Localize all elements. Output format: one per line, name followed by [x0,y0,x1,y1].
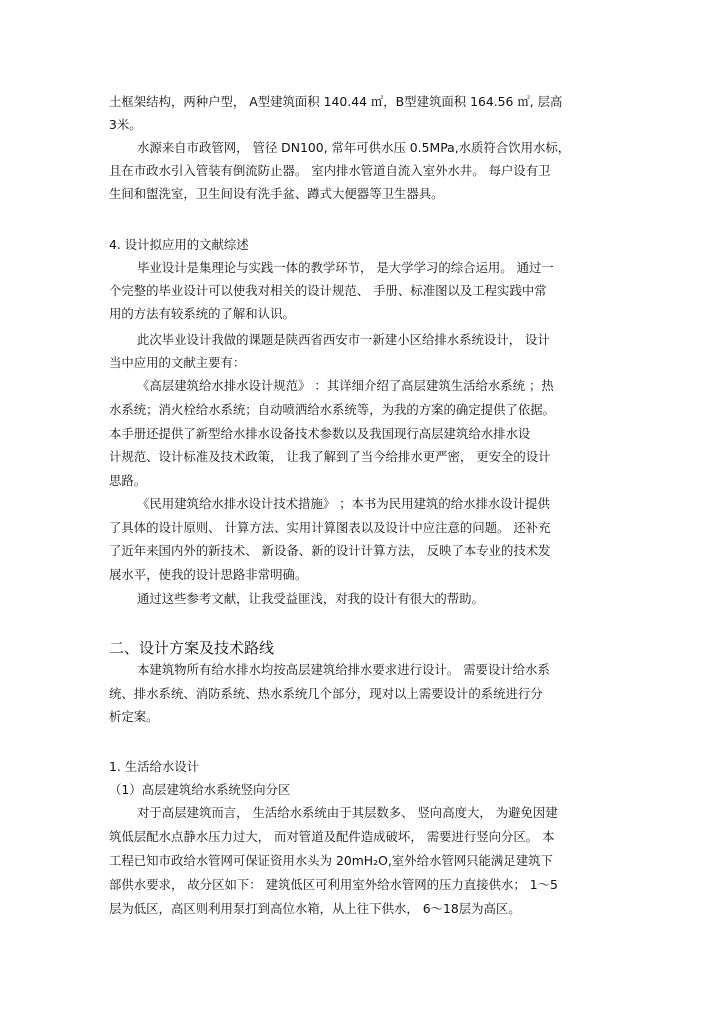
text-line: 了近年来国内外的新技术、 新设备、新的设计计算方法， 反映了本专业的技术发 [109,543,551,558]
text-line: 析定案。 [109,709,159,724]
text-line: 思路。 [109,473,147,488]
text-line: 层为低区，高区则利用泵打到高位水箱，从上往下供水， 6～18层为高区。 [109,901,521,916]
section-heading: 1. 生活给水设计 [109,759,200,774]
text-line: 展水平，使我的设计思路非常明确。 [109,567,308,582]
text-line: 且在市政水引入管装有倒流防止器。 室内排水管道自流入室外水井。 每户设有卫 [109,163,551,178]
text-line: 当中应用的文献主要有： [109,355,246,370]
chapter-heading: 二、设计方案及技术路线 [109,639,275,657]
text-line: 本手册还提供了新型给水排水设备技术参数以及我国现行高层建筑给水排水设 [109,426,531,441]
paragraph-first-line: 水源来自市政管网， 管径 DN100, 常年可供水压 0.5MPa,水质符合饮用水标， [137,140,571,155]
paragraph-first-line: 《民用建筑给水排水设计技术措施》 ；本书为民用建筑的给水排水设计提供 [137,496,550,511]
section-heading: 4. 设计拟应用的文献综述 [109,237,249,252]
text-line: 水系统；消火栓给水系统；自动喷洒给水系统等，为我的方案的确定提供了依据。 [109,402,556,417]
text-line: 计规范、设计标准及技术政策， 让我了解到了当今给排水更严密， 更安全的设计 [109,449,551,464]
paragraph-first-line: 毕业设计是集理论与实践一体的教学环节， 是大学学习的综合运用。 通过一 [137,260,554,275]
text-line: 统、排水系统、消防系统、热水系统几个部分，现对以上需要设计的系统进行分 [109,686,543,701]
text-line: 土框架结构，两种户型， A型建筑面积 140.44 ㎡，B型建筑面积 164.56 ㎡, 层高 [109,94,563,109]
text-line: 生间和盥洗室，卫生间设有洗手盆、蹲式大便器等卫生器具。 [109,186,444,201]
text-line: 用的方法有较系统的了解和认识。 [109,306,295,321]
text-line: 工程已知市政给水管网可保证资用水头为 20mH₂O,室外给水管网只能满足建筑下 [109,853,553,868]
paragraph-first-line: 《高层建筑给水排水设计规范》 ：其详细介绍了高层建筑生活给水系统 ；热 [137,378,554,393]
text-line: 筑低层配水点静水压力过大， 而对管道及配件造成破坏， 需要进行竖向分区。 本 [109,829,555,844]
paragraph-first-line: 通过这些参考文献，让我受益匪浅，对我的设计有很大的帮助。 [137,591,484,606]
paragraph-first-line: 对于高层建筑而言， 生活给水系统由于其层数多、 竖向高度大， 为避免因建 [137,805,558,820]
subsection-heading: （1）高层建筑给水系统竖向分区 [109,782,291,797]
text-line: 个完整的毕业设计可以使我对相关的设计规范、 手册、标准图以及工程实践中常 [109,283,547,298]
text-line: 了具体的设计原则、 计算方法、实用计算图表以及设计中应注意的问题。 还补充 [109,520,551,535]
text-line: 部供水要求， 故分区如下： 建筑低区可利用室外给水管网的压力直接供水； 1～5 [109,877,558,892]
paragraph-first-line: 本建筑物所有给水排水均按高层建筑给排水要求进行设计。 需要设计给水系 [137,662,550,677]
paragraph-first-line: 此次毕业设计我做的课题是陕西省西安市一新建小区给排水系统设计， 设计 [137,332,550,347]
text-line: 3米。 [109,117,142,132]
